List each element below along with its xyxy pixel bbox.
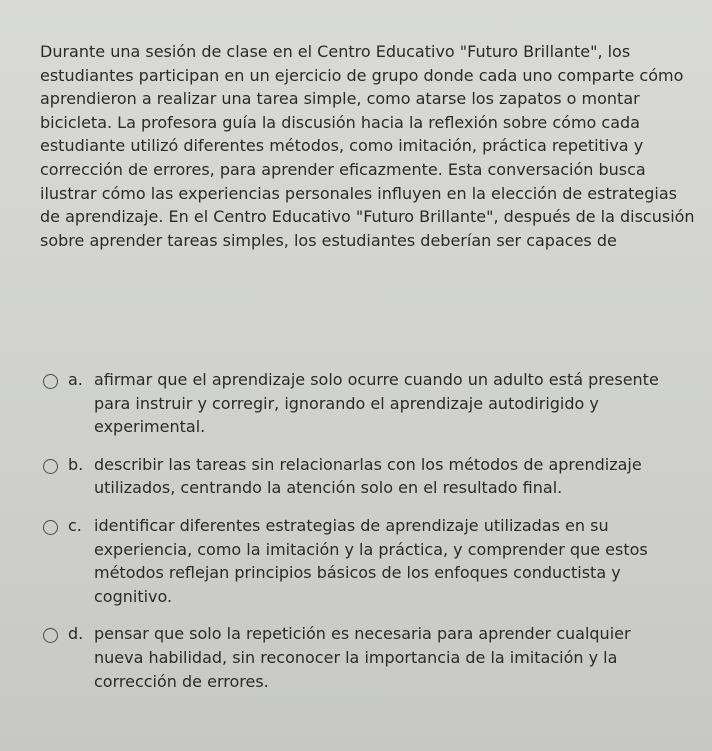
question-text: Durante una sesión de clase en el Centro Educativo "Futuro Brillante", los estudiantes participan en un ejercicio de grupo donde cada uno comparte cómo aprendieron a realizar una tarea simple, como atarse los zapatos o montar bicicleta. La profesora guía la discusión hacia la reflexión sobre cómo cada estudiante utilizó diferentes métodos, como imitación, práctica repetitiva y corrección de errores, para aprender eficazmente. Esta conversación busca ilustrar cómo las experiencias personales influyen en la elección de estrategias de aprendizaje. En el Centro Educativo "Futuro Brillante", después de la discusión sobre aprender tareas simples, los estudiantes deberían ser capaces de bbox=[40, 42, 695, 250]
option-b-text: describir las tareas sin relacionarlas con los métodos de aprendizaje utilizados, centrando la atención solo en el resultado final. bbox=[94, 454, 642, 498]
option-c-text: identificar diferentes estrategias de aprendizaje utilizadas en su experiencia, como la imitación y la práctica, y comprender que estos métodos reflejan principios básicos de los enfoques conductista y cognitivo. bbox=[94, 515, 648, 606]
option-a-letter: a. bbox=[68, 370, 83, 389]
option-b[interactable] bbox=[40, 453, 700, 500]
option-d-text: pensar que solo la repetición es necesaria para aprender cualquier nueva habilidad, sin reconocer la importancia de la imitación y la corrección de errores. bbox=[94, 624, 631, 691]
option-a-text: afirmar que el aprendizaje solo ocurre cuando un adulto está presente para instruir y corregir, ignorando el aprendizaje autodirigido y experimental. bbox=[94, 370, 659, 437]
option-c[interactable] bbox=[40, 514, 700, 608]
option-d-letter: d. bbox=[68, 624, 84, 644]
option-c-letter: c. bbox=[68, 515, 82, 535]
option-a[interactable] bbox=[40, 368, 700, 439]
option-b-radio[interactable] bbox=[43, 459, 58, 474]
option-d[interactable] bbox=[40, 622, 700, 693]
option-a-radio[interactable] bbox=[43, 374, 58, 389]
option-d-radio[interactable] bbox=[43, 628, 58, 643]
option-b-letter: b. bbox=[68, 454, 84, 474]
answer-options bbox=[40, 358, 700, 707]
option-c-radio[interactable] bbox=[43, 520, 58, 535]
